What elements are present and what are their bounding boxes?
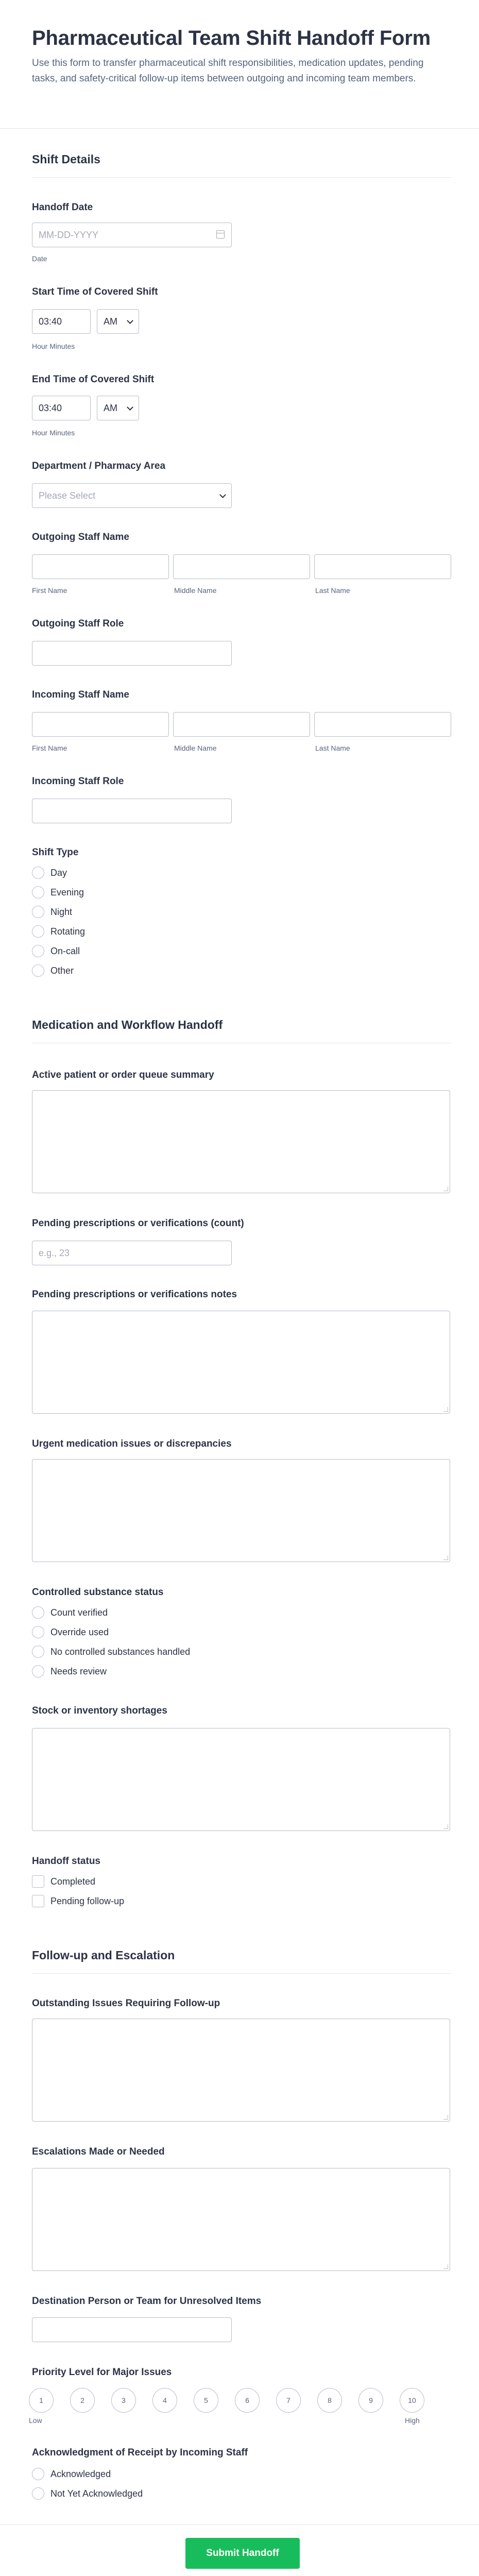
end-ampm-value: AM bbox=[104, 402, 117, 413]
destination-input[interactable] bbox=[32, 2317, 232, 2342]
shift-type-option-oncall[interactable] bbox=[32, 945, 80, 957]
outstanding-issues-textarea[interactable] bbox=[32, 2019, 450, 2122]
incoming-first-name-input[interactable] bbox=[32, 712, 169, 737]
escalations-label: Escalations Made or Needed bbox=[32, 2146, 165, 2157]
shift-type-option-rotating[interactable] bbox=[32, 925, 85, 938]
controlled-option-needs-review[interactable] bbox=[32, 1665, 107, 1677]
outgoing-first-sublabel: First Name bbox=[32, 586, 67, 595]
destination-label: Destination Person or Team for Unresolved Items bbox=[32, 2296, 262, 2307]
radio-button[interactable] bbox=[32, 2468, 44, 2480]
pending-count-label: Pending prescriptions or verifications (count) bbox=[32, 1218, 244, 1229]
priority-option-1[interactable]: 1 bbox=[29, 2388, 54, 2413]
incoming-last-sublabel: Last Name bbox=[315, 744, 350, 752]
pending-notes-label: Pending prescriptions or verifications notes bbox=[32, 1289, 237, 1300]
handoff-date-label: Handoff Date bbox=[32, 202, 93, 213]
handoff-date-input[interactable]: MM-DD-YYYY bbox=[32, 223, 232, 247]
start-ampm-value: AM bbox=[104, 316, 117, 327]
section-medication: Medication and Workflow Handoff bbox=[32, 1018, 451, 1032]
outgoing-role-label: Outgoing Staff Role bbox=[32, 618, 124, 629]
option-label: On-call bbox=[50, 945, 80, 956]
handoff-date-sublabel: Date bbox=[32, 255, 47, 263]
shift-type-option-other[interactable] bbox=[32, 964, 74, 977]
priority-option-4[interactable]: 4 bbox=[152, 2388, 177, 2413]
handoff-status-completed[interactable] bbox=[32, 1875, 95, 1888]
priority-option-6[interactable]: 6 bbox=[235, 2388, 260, 2413]
outstanding-issues-label: Outstanding Issues Requiring Follow-up bbox=[32, 1998, 220, 2009]
incoming-name-label: Incoming Staff Name bbox=[32, 689, 129, 700]
form-description: Use this form to transfer pharmaceutical shift responsibilities, medication updates, pending tasks, and safety-critical follow-up items between outgoing and incoming team members. bbox=[32, 58, 424, 84]
priority-option-8[interactable]: 8 bbox=[317, 2388, 342, 2413]
incoming-role-label: Incoming Staff Role bbox=[32, 776, 124, 787]
controlled-status-label: Controlled substance status bbox=[32, 1587, 164, 1598]
submit-button[interactable]: Submit Handoff bbox=[185, 2538, 300, 2569]
shift-type-label: Shift Type bbox=[32, 847, 79, 858]
controlled-option-override-used[interactable] bbox=[32, 1626, 109, 1638]
incoming-last-name-input[interactable] bbox=[314, 712, 451, 737]
active-summary-label: Active patient or order queue summary bbox=[32, 1070, 214, 1080]
chevron-down-icon bbox=[127, 317, 133, 324]
pending-count-input[interactable]: e.g., 23 bbox=[32, 1241, 232, 1265]
radio-button[interactable] bbox=[32, 1646, 44, 1658]
option-label: No controlled substances handled bbox=[50, 1646, 191, 1657]
department-select[interactable] bbox=[32, 483, 232, 508]
option-label: Needs review bbox=[50, 1666, 107, 1676]
priority-option-5[interactable]: 5 bbox=[194, 2388, 218, 2413]
stock-shortages-textarea[interactable] bbox=[32, 1728, 450, 1831]
radio-button[interactable] bbox=[32, 1665, 44, 1677]
urgent-issues-label: Urgent medication issues or discrepancies bbox=[32, 1438, 232, 1449]
form-title: Pharmaceutical Team Shift Handoff Form bbox=[32, 27, 431, 49]
shift-type-option-night[interactable] bbox=[32, 906, 72, 918]
chevron-down-icon bbox=[219, 492, 226, 498]
option-label: Other bbox=[50, 965, 74, 976]
start-time-sublabel: Hour Minutes bbox=[32, 342, 75, 350]
handoff-status-label: Handoff status bbox=[32, 1856, 100, 1867]
urgent-issues-textarea[interactable] bbox=[32, 1459, 450, 1562]
stock-shortages-label: Stock or inventory shortages bbox=[32, 1705, 167, 1716]
controlled-option-none-handled[interactable] bbox=[32, 1646, 190, 1658]
outgoing-first-name-input[interactable] bbox=[32, 554, 169, 579]
priority-option-2[interactable]: 2 bbox=[70, 2388, 95, 2413]
radio-button[interactable] bbox=[32, 1606, 44, 1619]
outgoing-last-name-input[interactable] bbox=[314, 554, 451, 579]
checkbox[interactable] bbox=[32, 1895, 44, 1907]
end-time-input[interactable]: 03:40 bbox=[32, 396, 91, 420]
incoming-role-input[interactable] bbox=[32, 799, 232, 823]
option-label: Override used bbox=[50, 1626, 109, 1637]
priority-option-9[interactable]: 9 bbox=[358, 2388, 383, 2413]
checkbox[interactable] bbox=[32, 1875, 44, 1888]
escalations-textarea[interactable] bbox=[32, 2168, 450, 2271]
option-label: Not Yet Acknowledged bbox=[50, 2488, 143, 2499]
radio-button[interactable] bbox=[32, 867, 44, 879]
outgoing-last-sublabel: Last Name bbox=[315, 586, 350, 595]
option-label: Count verified bbox=[50, 1607, 108, 1618]
outgoing-middle-name-input[interactable] bbox=[173, 554, 310, 579]
priority-label: Priority Level for Major Issues bbox=[32, 2367, 172, 2378]
department-label: Department / Pharmacy Area bbox=[32, 461, 166, 471]
outgoing-name-label: Outgoing Staff Name bbox=[32, 532, 129, 543]
acknowledgment-label: Acknowledgment of Receipt by Incoming Staff bbox=[32, 2447, 248, 2458]
radio-button[interactable] bbox=[32, 1626, 44, 1638]
priority-high-label: High bbox=[405, 2416, 420, 2425]
end-time-label: End Time of Covered Shift bbox=[32, 374, 155, 385]
active-summary-textarea[interactable] bbox=[32, 1090, 450, 1193]
start-ampm-select[interactable] bbox=[97, 309, 139, 334]
department-placeholder: Please Select bbox=[39, 490, 96, 501]
section-shift-details: Shift Details bbox=[32, 152, 451, 166]
radio-button[interactable] bbox=[32, 945, 44, 957]
radio-button[interactable] bbox=[32, 2487, 44, 2500]
end-ampm-select[interactable] bbox=[97, 396, 139, 420]
option-label: Completed bbox=[50, 1876, 96, 1887]
priority-low-label: Low bbox=[29, 2416, 42, 2425]
calendar-icon[interactable] bbox=[216, 230, 225, 239]
start-time-label: Start Time of Covered Shift bbox=[32, 286, 158, 297]
chevron-down-icon bbox=[127, 404, 133, 411]
radio-button[interactable] bbox=[32, 925, 44, 938]
radio-button[interactable] bbox=[32, 964, 44, 977]
option-label: Day bbox=[50, 867, 67, 878]
shift-type-option-day[interactable] bbox=[32, 867, 67, 879]
incoming-first-sublabel: First Name bbox=[32, 744, 67, 752]
option-label: Evening bbox=[50, 887, 84, 897]
incoming-middle-name-input[interactable] bbox=[173, 712, 310, 737]
priority-option-3[interactable]: 3 bbox=[111, 2388, 136, 2413]
option-label: Acknowledged bbox=[50, 2468, 111, 2479]
radio-button[interactable] bbox=[32, 906, 44, 918]
radio-button[interactable] bbox=[32, 886, 44, 899]
start-time-input[interactable]: 03:40 bbox=[32, 309, 91, 334]
outgoing-middle-sublabel: Middle Name bbox=[174, 586, 217, 595]
incoming-middle-sublabel: Middle Name bbox=[174, 744, 217, 752]
form-header bbox=[0, 0, 479, 129]
option-label: Night bbox=[50, 906, 73, 917]
shift-type-option-evening[interactable] bbox=[32, 886, 84, 899]
end-time-sublabel: Hour Minutes bbox=[32, 429, 75, 437]
priority-option-7[interactable]: 7 bbox=[276, 2388, 301, 2413]
ack-option-not-yet[interactable] bbox=[32, 2487, 143, 2500]
option-label: Pending follow-up bbox=[50, 1895, 125, 1906]
priority-option-10[interactable]: 10 bbox=[400, 2388, 424, 2413]
pending-notes-textarea[interactable] bbox=[32, 1311, 450, 1414]
controlled-option-count-verified[interactable] bbox=[32, 1606, 108, 1619]
option-label: Rotating bbox=[50, 926, 85, 937]
section-followup: Follow-up and Escalation bbox=[32, 1948, 451, 1962]
handoff-status-pending[interactable] bbox=[32, 1895, 124, 1907]
outgoing-role-input[interactable] bbox=[32, 641, 232, 666]
ack-option-acknowledged[interactable] bbox=[32, 2468, 111, 2480]
